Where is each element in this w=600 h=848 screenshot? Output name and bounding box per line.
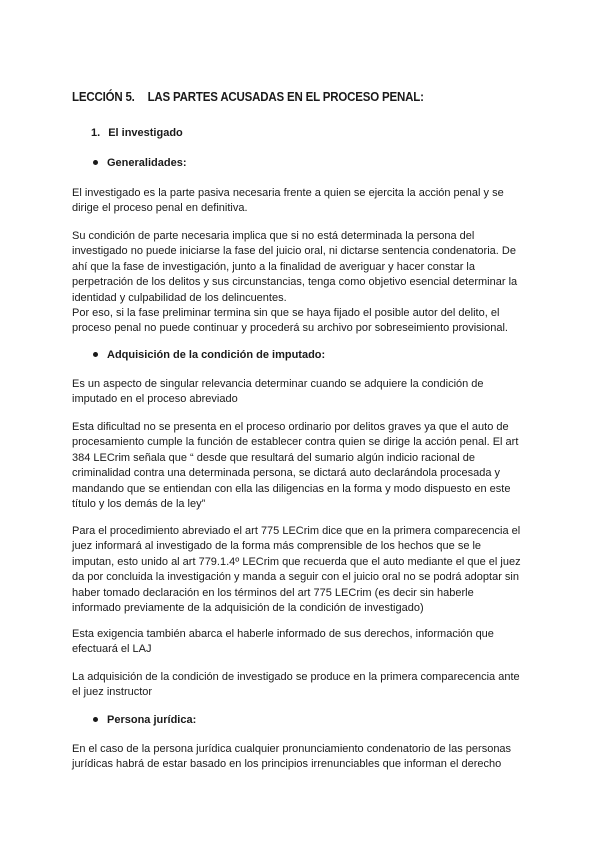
text-line: criminalidad contra una determinada persona, se dictará auto declarándola procesada y bbox=[72, 467, 501, 480]
bullet-dot-icon bbox=[93, 160, 98, 165]
text-line: Esta exigencia también abarca el haberle informado de sus derechos, información que bbox=[72, 628, 494, 640]
bullet-persona-juridica: Persona jurídica: bbox=[93, 714, 196, 726]
paragraph-1 bbox=[72, 186, 532, 217]
text-line: proceso penal no puede continuar y procederá su archivo por sobreseimiento provisional. bbox=[72, 322, 508, 335]
paragraph-6 bbox=[72, 627, 532, 658]
text-line: efectuará el LAJ bbox=[72, 643, 152, 656]
text-line: Para el procedimiento abreviado el art 775 LECrim dice que en la primera comparecencia el bbox=[72, 525, 521, 537]
text-line: perpetración de los delitos y sus circunstancias, tenga como objetivo esencial determinar la bbox=[72, 276, 518, 289]
text-line: el juez instructor bbox=[72, 686, 153, 699]
section-number: 1. bbox=[91, 127, 101, 139]
text-line: Por eso, si la fase preliminar termina sin que se haya fijado el posible autor del delito, el bbox=[72, 307, 500, 320]
section-title: El investigado bbox=[108, 127, 183, 139]
text-line: Su condición de parte necesaria implica que si no está determinada la persona del bbox=[72, 230, 475, 242]
bullet-dot-icon bbox=[93, 352, 98, 357]
bullet-dot-icon bbox=[93, 717, 98, 722]
text-line: jurídicas habrá de estar basado en los principios irrenunciables que informan el derecho bbox=[72, 758, 502, 771]
lesson-number: LECCIÓN 5. bbox=[72, 90, 135, 104]
text-line: dirige el proceso penal en definitiva. bbox=[72, 202, 248, 215]
text-line: El investigado es la parte pasiva necesaria frente a quien se ejercita la acción penal y se bbox=[72, 187, 504, 199]
text-line: imputan, esto unido al art 779.1.4º LECrim que recuerda que el auto mediante el que el juez bbox=[72, 555, 521, 568]
lesson-title-text: LAS PARTES ACUSADAS EN EL PROCESO PENAL: bbox=[147, 90, 424, 104]
lesson-title bbox=[72, 90, 424, 104]
text-line: Es un aspecto de singular relevancia determinar cuando se adquiere la condición de bbox=[72, 378, 484, 390]
paragraph-3 bbox=[72, 377, 532, 408]
text-line: En el caso de la persona jurídica cualquier pronunciamiento condenatorio de las personas bbox=[72, 743, 512, 755]
text-line: título y los demás de la ley” bbox=[72, 498, 206, 511]
text-line: Esta dificultad no se presenta en el proceso ordinario por delitos graves ya que el auto de bbox=[72, 421, 509, 433]
section-heading bbox=[91, 127, 183, 139]
paragraph-8 bbox=[72, 742, 532, 773]
text-line: haber tomado declaración en los términos del art 775 LECrim (es decir sin haberle bbox=[72, 586, 474, 599]
text-line: informado previamente de la adquisición de la condición de investigado) bbox=[72, 602, 424, 615]
paragraph-4 bbox=[72, 420, 532, 512]
bullet-generalidades: Generalidades: bbox=[93, 157, 186, 169]
text-line: procesamiento cumple la función de establecer contra quien se dirige la acción penal. El art bbox=[72, 436, 519, 449]
text-line: mandando que se entiendan con ella las diligencias en la forma y modo dispuesto en este bbox=[72, 482, 511, 495]
text-line: ahí que la fase de investigación, junto a la finalidad de averiguar y hacer constar la bbox=[72, 260, 475, 273]
text-line: 384 LECrim señala que “ desde que resultará del sumario algún indicio racional de bbox=[72, 451, 475, 464]
text-line: juez informará al investigado de la forma más comprensible de los hechos que se le bbox=[72, 540, 482, 553]
paragraph-2 bbox=[72, 229, 532, 337]
text-line: da por concluida la investigación y manda a seguir con el juicio oral no se podrá adoptar sin bbox=[72, 571, 519, 584]
paragraph-5 bbox=[72, 524, 532, 616]
text-line: La adquisición de la condición de investigado se produce en la primera comparecencia ante bbox=[72, 671, 520, 683]
text-line: identidad y culpabilidad de los delincuentes. bbox=[72, 291, 287, 304]
bullet-adquisicion: Adquisición de la condición de imputado: bbox=[93, 349, 325, 361]
text-line: investigado no puede iniciarse la fase del juicio oral, ni dictarse sentencia condenatoria. De bbox=[72, 245, 516, 258]
text-line: imputado en el proceso abreviado bbox=[72, 393, 238, 406]
paragraph-7 bbox=[72, 670, 532, 701]
